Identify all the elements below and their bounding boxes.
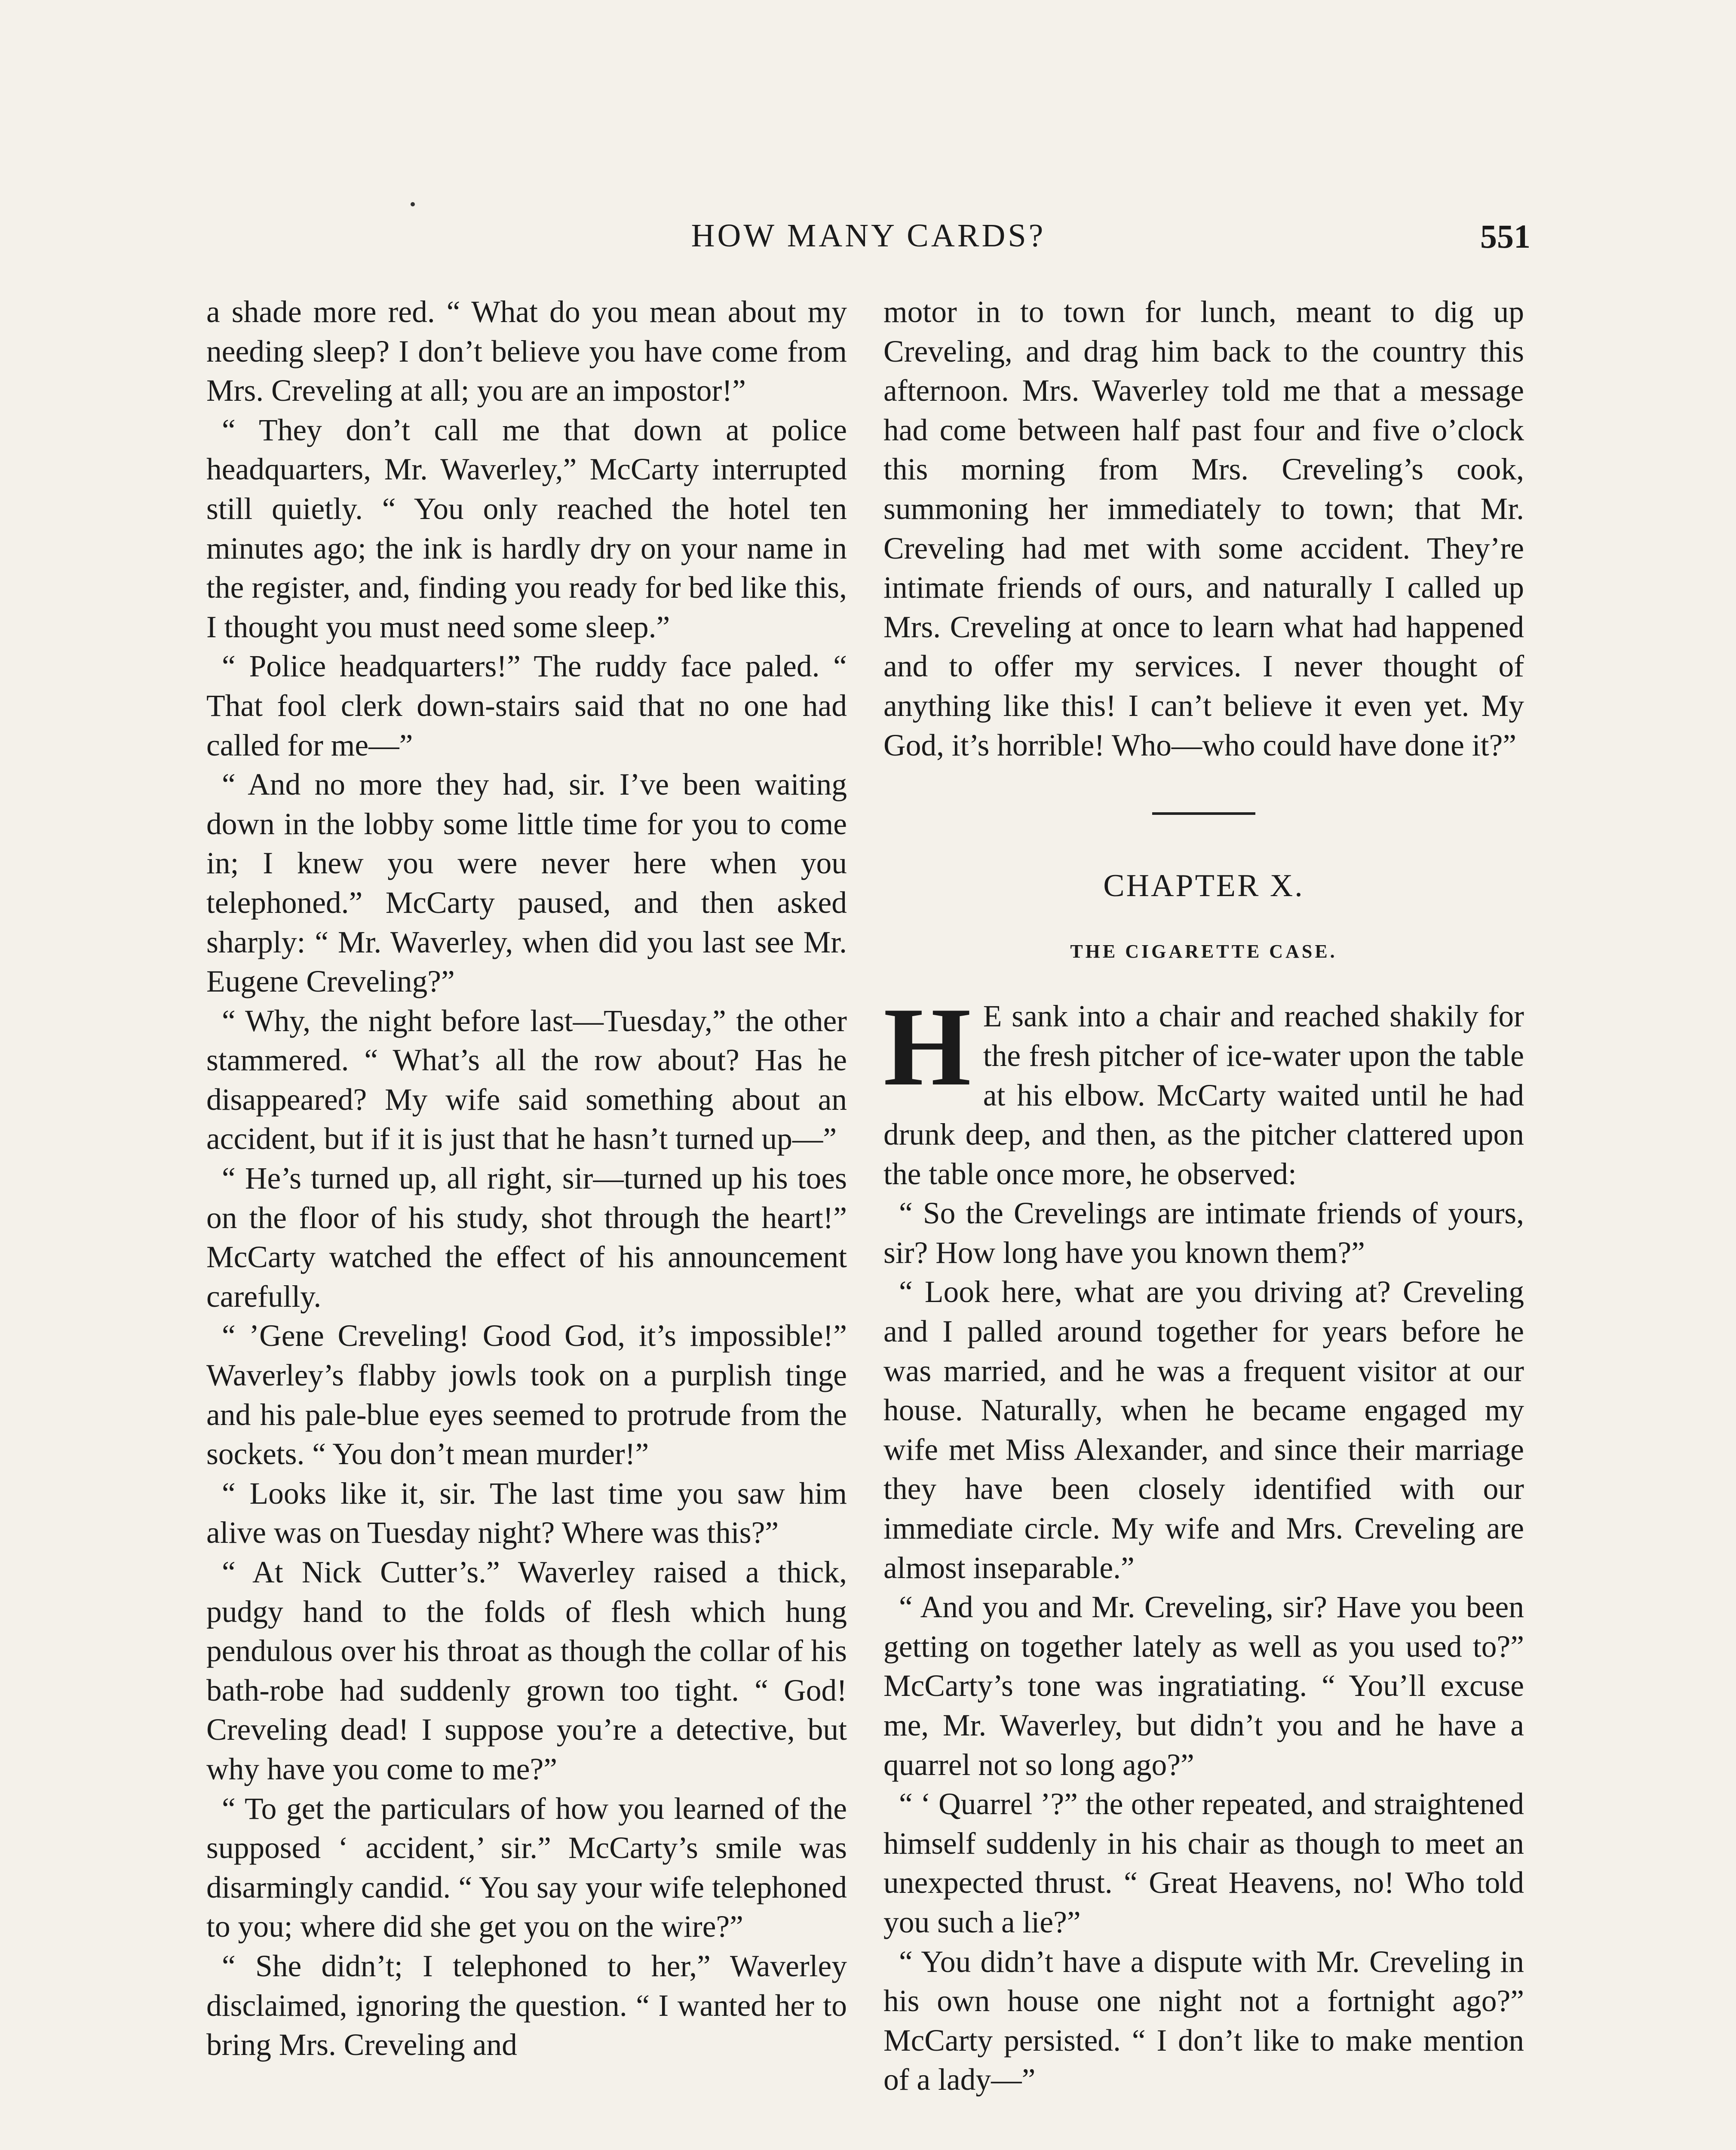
chapter-opening-paragraph [883, 984, 1524, 1194]
paragraph: “ ‘ Quarrel ’?” the other repeated, and straightened himself suddenly in his chair as though to meet an unexpected thrust. “ Great Heavens, no! Who told you such a lie?” [883, 1787, 1524, 1939]
paragraph: “ You didn’t have a dispute with Mr. Creveling in his own house one night not a fortnight ago?” McCarty persisted. “ I don’t like to make mention of a lady—” [883, 1944, 1524, 2097]
paragraph: “ To get the particulars of how you learned of the supposed ‘ accident,’ sir.” McCarty’s smile was disarmingly candid. “ You say your wife telephoned to you; where did she get you on the wire?” [206, 1791, 847, 1944]
left-column [206, 292, 847, 2065]
paragraph: “ Looks like it, sir. The last time you saw him alive was on Tuesday night? Where was this?” [206, 1476, 847, 1550]
paragraph: “ And no more they had, sir. I’ve been waiting down in the lobby some little time for you to come in; I knew you were never here when you telephoned.” McCarty paused, and then asked sharply: “ Mr. Waverley, when did you last see Mr. Eugene Creveling?” [206, 768, 847, 999]
scan-speck [411, 202, 415, 206]
paragraph: “ Why, the night before last—Tuesday,” the other stammered. “ What’s all the row about? Has he disappeared? My wife said something about an accident, but if it is just that he hasn’t turned up—” [206, 1004, 847, 1156]
section-divider [1152, 812, 1255, 815]
paragraph: “ So the Crevelings are intimate friends of yours, sir? How long have you known them?” [883, 1196, 1524, 1270]
running-title: HOW MANY CARDS? [691, 218, 1046, 254]
paragraph: motor in to town for lunch, meant to dig up Creveling, and drag him back to the country this afternoon. Mrs. Waverley told me that a message had come between half past four and five o’clock this morning from Mrs. Creveling’s cook, summoning her immediately to town; that Mr. Creveling had met with some accident. They’re intimate friends of ours, and naturally I called up Mrs. Creveling at once to learn what had happened and to offer my services. I never thought of anything like this! I can’t believe it even yet. My God, it’s horrible! Who—who could have done it?” [883, 295, 1524, 762]
paragraph: “ She didn’t; I telephoned to her,” Waverley disclaimed, ignoring the question. “ I wanted her to bring Mrs. Creveling and [206, 1949, 847, 2062]
paragraph: “ ’Gene Creveling! Good God, it’s impossible!” Waverley’s flabby jowls took on a purplish tinge and his pale-blue eyes seemed to protrude from the sockets. “ You don’t mean murder!” [206, 1319, 847, 1471]
running-head [206, 217, 1531, 264]
paragraph: “ He’s turned up, all right, sir—turned up his toes on the floor of his study, shot through the heart!” McCarty watched the effect of his announcement carefully. [206, 1161, 847, 1314]
paragraph: a shade more red. “ What do you mean about my needing sleep? I don’t believe you have come from Mrs. Creveling at all; you are an impostor!” [206, 295, 847, 408]
paragraph: “ Look here, what are you driving at? Creveling and I palled around together for years before he was married, and he was a frequent visitor at our house. Naturally, when he became engaged my wife met Miss Alexander, and since their marriage they have been closely identified with our immediate circle. My wife and Mrs. Creveling are almost inseparable.” [883, 1275, 1524, 1585]
chapter-title: CHAPTER X. [1103, 868, 1304, 904]
paragraph: “ At Nick Cutter’s.” Waverley raised a thick, pudgy hand to the folds of flesh which hung pendulous over his throat as though the collar of his bath-robe had suddenly grown too tight. “ God! Creveling dead! I suppose you’re a detective, but why have you come to me?” [206, 1555, 847, 1786]
opening-text: E sank into a chair and reached shakily for the fresh pitcher of ice-water upon the table at his elbow. McCarty waited until he had drunk deep, and then, as the pitcher clattered upon the table once more, he observed: [883, 999, 1524, 1191]
paragraph: “ And you and Mr. Creveling, sir? Have you been getting on together lately as well as you used to?” McCarty’s tone was ingratiating. “ You’ll excuse me, Mr. Waverley, but didn’t you and he have a quarrel not so long ago?” [883, 1590, 1524, 1782]
right-column [883, 292, 1524, 2100]
chapter-subtitle: THE CIGARETTE CASE. [1070, 940, 1337, 962]
paragraph: “ Police headquarters!” The ruddy face paled. “ That fool clerk down-stairs said that no one had called for me—” [206, 649, 847, 762]
page-number: 551 [1480, 218, 1531, 255]
drop-cap: H [883, 984, 971, 1109]
paragraph: “ They don’t call me that down at police headquarters, Mr. Waverley,” McCarty interrupted still quietly. “ You only reached the hotel ten minutes ago; the ink is hardly dry on your name in the register, and, finding you ready for bed like this, I thought you must need some sleep.” [206, 413, 847, 644]
